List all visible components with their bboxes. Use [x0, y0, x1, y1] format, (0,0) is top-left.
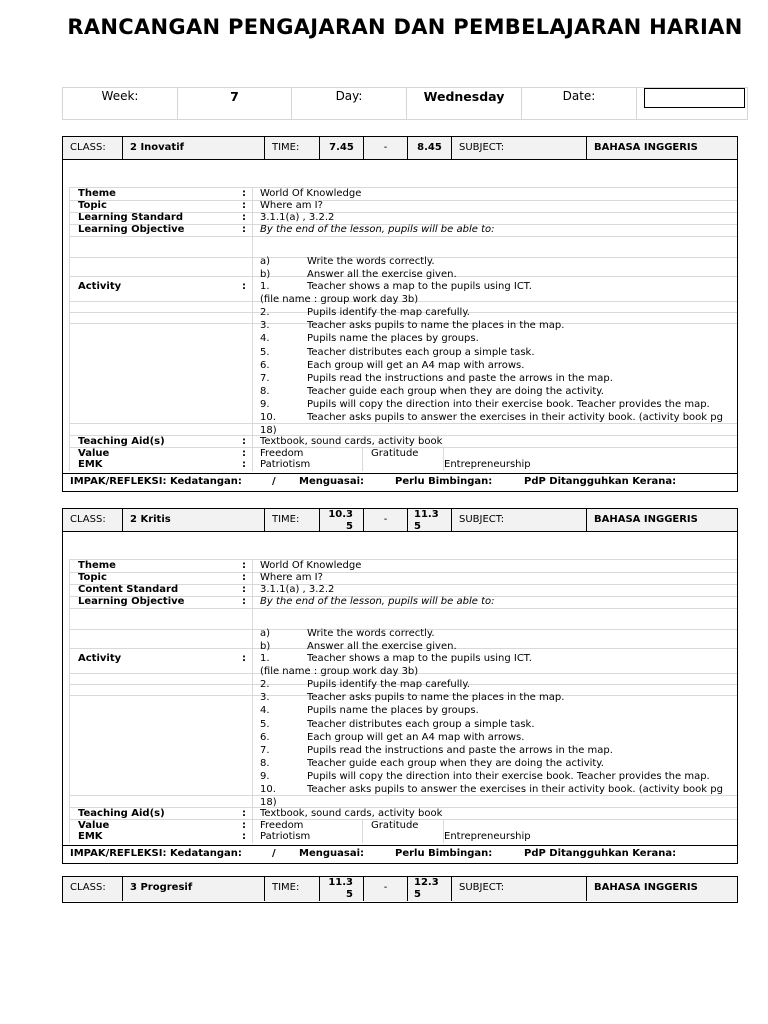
aids-label: Teaching Aid(s): [78, 808, 165, 819]
activity-text: Pupils read the instructions and paste the arrows in the map.: [307, 744, 613, 756]
subject-value: BAHASA INGGERIS: [594, 514, 698, 525]
info-row: [63, 831, 737, 844]
activity-text: Pupils read the instructions and paste the arrows in the map.: [307, 372, 613, 384]
activity-number: 9.: [260, 398, 270, 410]
colon-separator: :: [242, 653, 246, 664]
objective-text: Answer all the exercise given.: [307, 640, 457, 652]
info-row: [63, 666, 737, 679]
standard-value: 3.1.1(a) , 3.2.2: [260, 212, 335, 223]
info-row: [63, 641, 737, 654]
activity-text: Each group will get an A4 map with arrows.: [307, 731, 525, 743]
subject-label: SUBJECT:: [452, 137, 587, 159]
activity-row: [63, 653, 737, 666]
info-row: [63, 596, 737, 609]
activity-text: Teacher shows a map to the pupils using ICT.: [307, 281, 532, 292]
lesson-block: [62, 508, 738, 864]
value-item: Freedom: [260, 448, 304, 459]
activity-number: 3.: [260, 692, 270, 704]
info-row: [63, 269, 737, 282]
theme-label: Theme: [78, 188, 116, 199]
colon-separator: :: [242, 459, 246, 470]
impak-pdp: PdP Ditangguhkan Kerana:: [524, 476, 677, 487]
class-value: 2 Kritis: [123, 509, 265, 531]
time-end: 11.3 5: [408, 509, 452, 531]
info-row: [63, 307, 737, 320]
time-start: 11.3 5: [320, 877, 364, 901]
activity-number: 9.: [260, 770, 270, 782]
lesson-body: [63, 160, 737, 470]
standard-value: 3.1.1(a) , 3.2.2: [260, 584, 335, 595]
topic-label: Topic: [78, 200, 107, 211]
topic-value: Where am I?: [260, 572, 323, 583]
lesson-header: [63, 877, 737, 901]
emk-label: EMK: [78, 831, 103, 842]
colon-separator: :: [242, 560, 246, 571]
time-start: 7.45: [320, 137, 364, 159]
info-row: [63, 320, 737, 333]
impak-row: [63, 473, 737, 490]
standard-label: Content Standard: [78, 584, 179, 595]
value-item: Freedom: [260, 820, 304, 831]
colon-separator: :: [242, 188, 246, 199]
colon-separator: :: [242, 820, 246, 831]
emk-item: Entrepreneurship: [444, 459, 531, 470]
activity-number: 5.: [260, 718, 270, 730]
colon-separator: :: [242, 808, 246, 819]
impak-kedatangan: IMPAK/REFLEKSI: Kedatangan:: [70, 476, 242, 487]
colon-separator: :: [242, 224, 246, 235]
info-row: [63, 256, 737, 269]
activity-text: Pupils identify the map carefully.: [307, 679, 470, 691]
objective-text: Write the words correctly.: [307, 628, 435, 639]
colon-separator: :: [242, 436, 246, 447]
activity-number: 4.: [260, 705, 270, 717]
colon-separator: :: [242, 212, 246, 223]
day-value: Wednesday: [407, 88, 522, 119]
value-label: Value: [78, 820, 110, 831]
activity-number: 4.: [260, 333, 270, 345]
activity-number: 3.: [260, 320, 270, 332]
time-label: TIME:: [265, 509, 320, 531]
page-title: RANCANGAN PENGAJARAN DAN PEMBELAJARAN HARIAN: [67, 15, 743, 39]
objective-label: Learning Objective: [78, 224, 185, 235]
objective-text: Write the words correctly.: [307, 256, 435, 267]
info-row: [63, 705, 737, 718]
info-row: [63, 399, 737, 412]
class-value: 3 Progresif: [123, 877, 265, 901]
activity-number: 2.: [260, 307, 270, 319]
info-row: [63, 758, 737, 771]
info-row: [63, 628, 737, 641]
theme-value: World Of Knowledge: [260, 188, 362, 199]
activity-text: Pupils will copy the direction into their exercise book. Teacher provides the map.: [307, 770, 710, 782]
activity-number: 1.: [260, 281, 270, 292]
date-field[interactable]: [644, 88, 745, 108]
activity-text: Teacher distributes each group a simple task.: [307, 346, 535, 358]
activity-text: Teacher asks pupils to name the places in the map.: [307, 320, 565, 332]
activity-number: 8.: [260, 385, 270, 397]
info-row: [63, 745, 737, 758]
time-end: 8.45: [408, 137, 452, 159]
activity-text: Teacher distributes each group a simple task.: [307, 718, 535, 730]
info-row: [63, 224, 737, 237]
activity-text: Pupils name the places by groups.: [307, 705, 479, 717]
info-row: [63, 294, 737, 307]
info-row: [63, 784, 737, 797]
info-row: [63, 679, 737, 692]
time-dash: -: [364, 509, 408, 531]
colon-separator: :: [242, 200, 246, 211]
lesson-header: [63, 137, 737, 160]
impak-row: [63, 845, 737, 862]
topic-label: Topic: [78, 572, 107, 583]
activity-number: 2.: [260, 679, 270, 691]
subject-value: BAHASA INGGERIS: [594, 142, 698, 153]
activity-text: Teacher asks pupils to answer the exercises in their activity book. (activity book pg: [307, 412, 723, 423]
impak-slash: /: [272, 476, 276, 487]
lesson-block: [62, 136, 738, 492]
objective-value: By the end of the lesson, pupils will be able to:: [260, 224, 495, 235]
lesson-header: [63, 509, 737, 532]
activity-number: 6.: [260, 731, 270, 743]
activity-number: 6.: [260, 359, 270, 371]
date-label: Date:: [522, 88, 637, 119]
info-row: [63, 373, 737, 386]
activity-text: Teacher shows a map to the pupils using ICT.: [307, 653, 532, 664]
value-item: Gratitude: [371, 448, 419, 459]
info-row: [63, 360, 737, 373]
impak-menguasai: Menguasai:: [299, 476, 365, 487]
subject-label: SUBJECT:: [452, 877, 587, 901]
lesson-body: [63, 532, 737, 842]
activity-number: 7.: [260, 372, 270, 384]
time-start: 10.3 5: [320, 509, 364, 531]
info-row: [63, 771, 737, 784]
emk-item: Patriotism: [260, 459, 311, 470]
activity-number: 10.: [260, 784, 276, 795]
subject-value: BAHASA INGGERIS: [594, 882, 698, 893]
theme-label: Theme: [78, 560, 116, 571]
activity-number: (file name : group work day 3b): [260, 666, 419, 678]
activity-row: [63, 281, 737, 294]
impak-perlu-bimbingan: Perlu Bimbingan:: [395, 476, 493, 487]
time-end: 12.3 5: [408, 877, 452, 901]
info-row: [63, 719, 737, 732]
colon-separator: :: [242, 596, 246, 607]
time-label: TIME:: [265, 137, 320, 159]
impak-perlu-bimbingan: Perlu Bimbingan:: [395, 848, 493, 859]
impak-slash: /: [272, 848, 276, 859]
activity-text: Pupils identify the map carefully.: [307, 307, 470, 319]
aids-label: Teaching Aid(s): [78, 436, 165, 447]
objective-marker: b): [260, 268, 271, 280]
activity-number: 8.: [260, 757, 270, 769]
impak-pdp: PdP Ditangguhkan Kerana:: [524, 848, 677, 859]
activity-number: 5.: [260, 346, 270, 358]
value-label: Value: [78, 448, 110, 459]
objective-marker: a): [260, 256, 271, 267]
info-row: [63, 459, 737, 472]
emk-item: Patriotism: [260, 831, 311, 842]
week-value: 7: [178, 88, 292, 119]
activity-number: 1.: [260, 653, 270, 664]
activity-text: Teacher guide each group when they are doing the activity.: [307, 757, 604, 769]
activity-text: Teacher guide each group when they are doing the activity.: [307, 385, 604, 397]
aids-value: Textbook, sound cards, activity book: [260, 808, 443, 819]
time-dash: -: [364, 877, 408, 901]
time-dash: -: [364, 137, 408, 159]
emk-label: EMK: [78, 459, 103, 470]
activity-number: 10.: [260, 412, 276, 423]
activity-text: Pupils name the places by groups.: [307, 333, 479, 345]
class-label: CLASS:: [63, 877, 123, 901]
activity-number: 18): [260, 797, 277, 809]
activity-text: Each group will get an A4 map with arrows.: [307, 359, 525, 371]
day-label: Day:: [292, 88, 407, 119]
activity-text: Teacher asks pupils to name the places in the map.: [307, 692, 565, 704]
info-row: [63, 347, 737, 360]
class-label: CLASS:: [63, 137, 123, 159]
objective-marker: b): [260, 640, 271, 652]
topic-value: Where am I?: [260, 200, 323, 211]
objective-marker: a): [260, 628, 271, 639]
emk-item: Entrepreneurship: [444, 831, 531, 842]
colon-separator: :: [242, 584, 246, 595]
colon-separator: :: [242, 572, 246, 583]
activity-number: 18): [260, 425, 277, 437]
impak-menguasai: Menguasai:: [299, 848, 365, 859]
lesson-block: [62, 876, 738, 903]
activity-number: (file name : group work day 3b): [260, 294, 419, 306]
value-item: Gratitude: [371, 820, 419, 831]
activity-number: 7.: [260, 744, 270, 756]
objective-text: Answer all the exercise given.: [307, 268, 457, 280]
colon-separator: :: [242, 831, 246, 842]
info-row: [63, 732, 737, 745]
theme-value: World Of Knowledge: [260, 560, 362, 571]
colon-separator: :: [242, 281, 246, 292]
subject-label: SUBJECT:: [452, 509, 587, 531]
week-label: Week:: [63, 88, 178, 119]
objective-label: Learning Objective: [78, 596, 185, 607]
impak-kedatangan: IMPAK/REFLEKSI: Kedatangan:: [70, 848, 242, 859]
activity-label: Activity: [78, 653, 122, 664]
colon-separator: :: [242, 448, 246, 459]
info-row: [63, 386, 737, 399]
time-label: TIME:: [265, 877, 320, 901]
aids-value: Textbook, sound cards, activity book: [260, 436, 443, 447]
activity-label: Activity: [78, 281, 122, 292]
objective-value: By the end of the lesson, pupils will be able to:: [260, 596, 495, 607]
info-row: [63, 333, 737, 346]
activity-text: Pupils will copy the direction into their exercise book. Teacher provides the map.: [307, 398, 710, 410]
info-row: [63, 412, 737, 425]
class-label: CLASS:: [63, 509, 123, 531]
standard-label: Learning Standard: [78, 212, 183, 223]
info-row: [63, 692, 737, 705]
activity-text: Teacher asks pupils to answer the exercises in their activity book. (activity book pg: [307, 784, 723, 795]
class-value: 2 Inovatif: [123, 137, 265, 159]
